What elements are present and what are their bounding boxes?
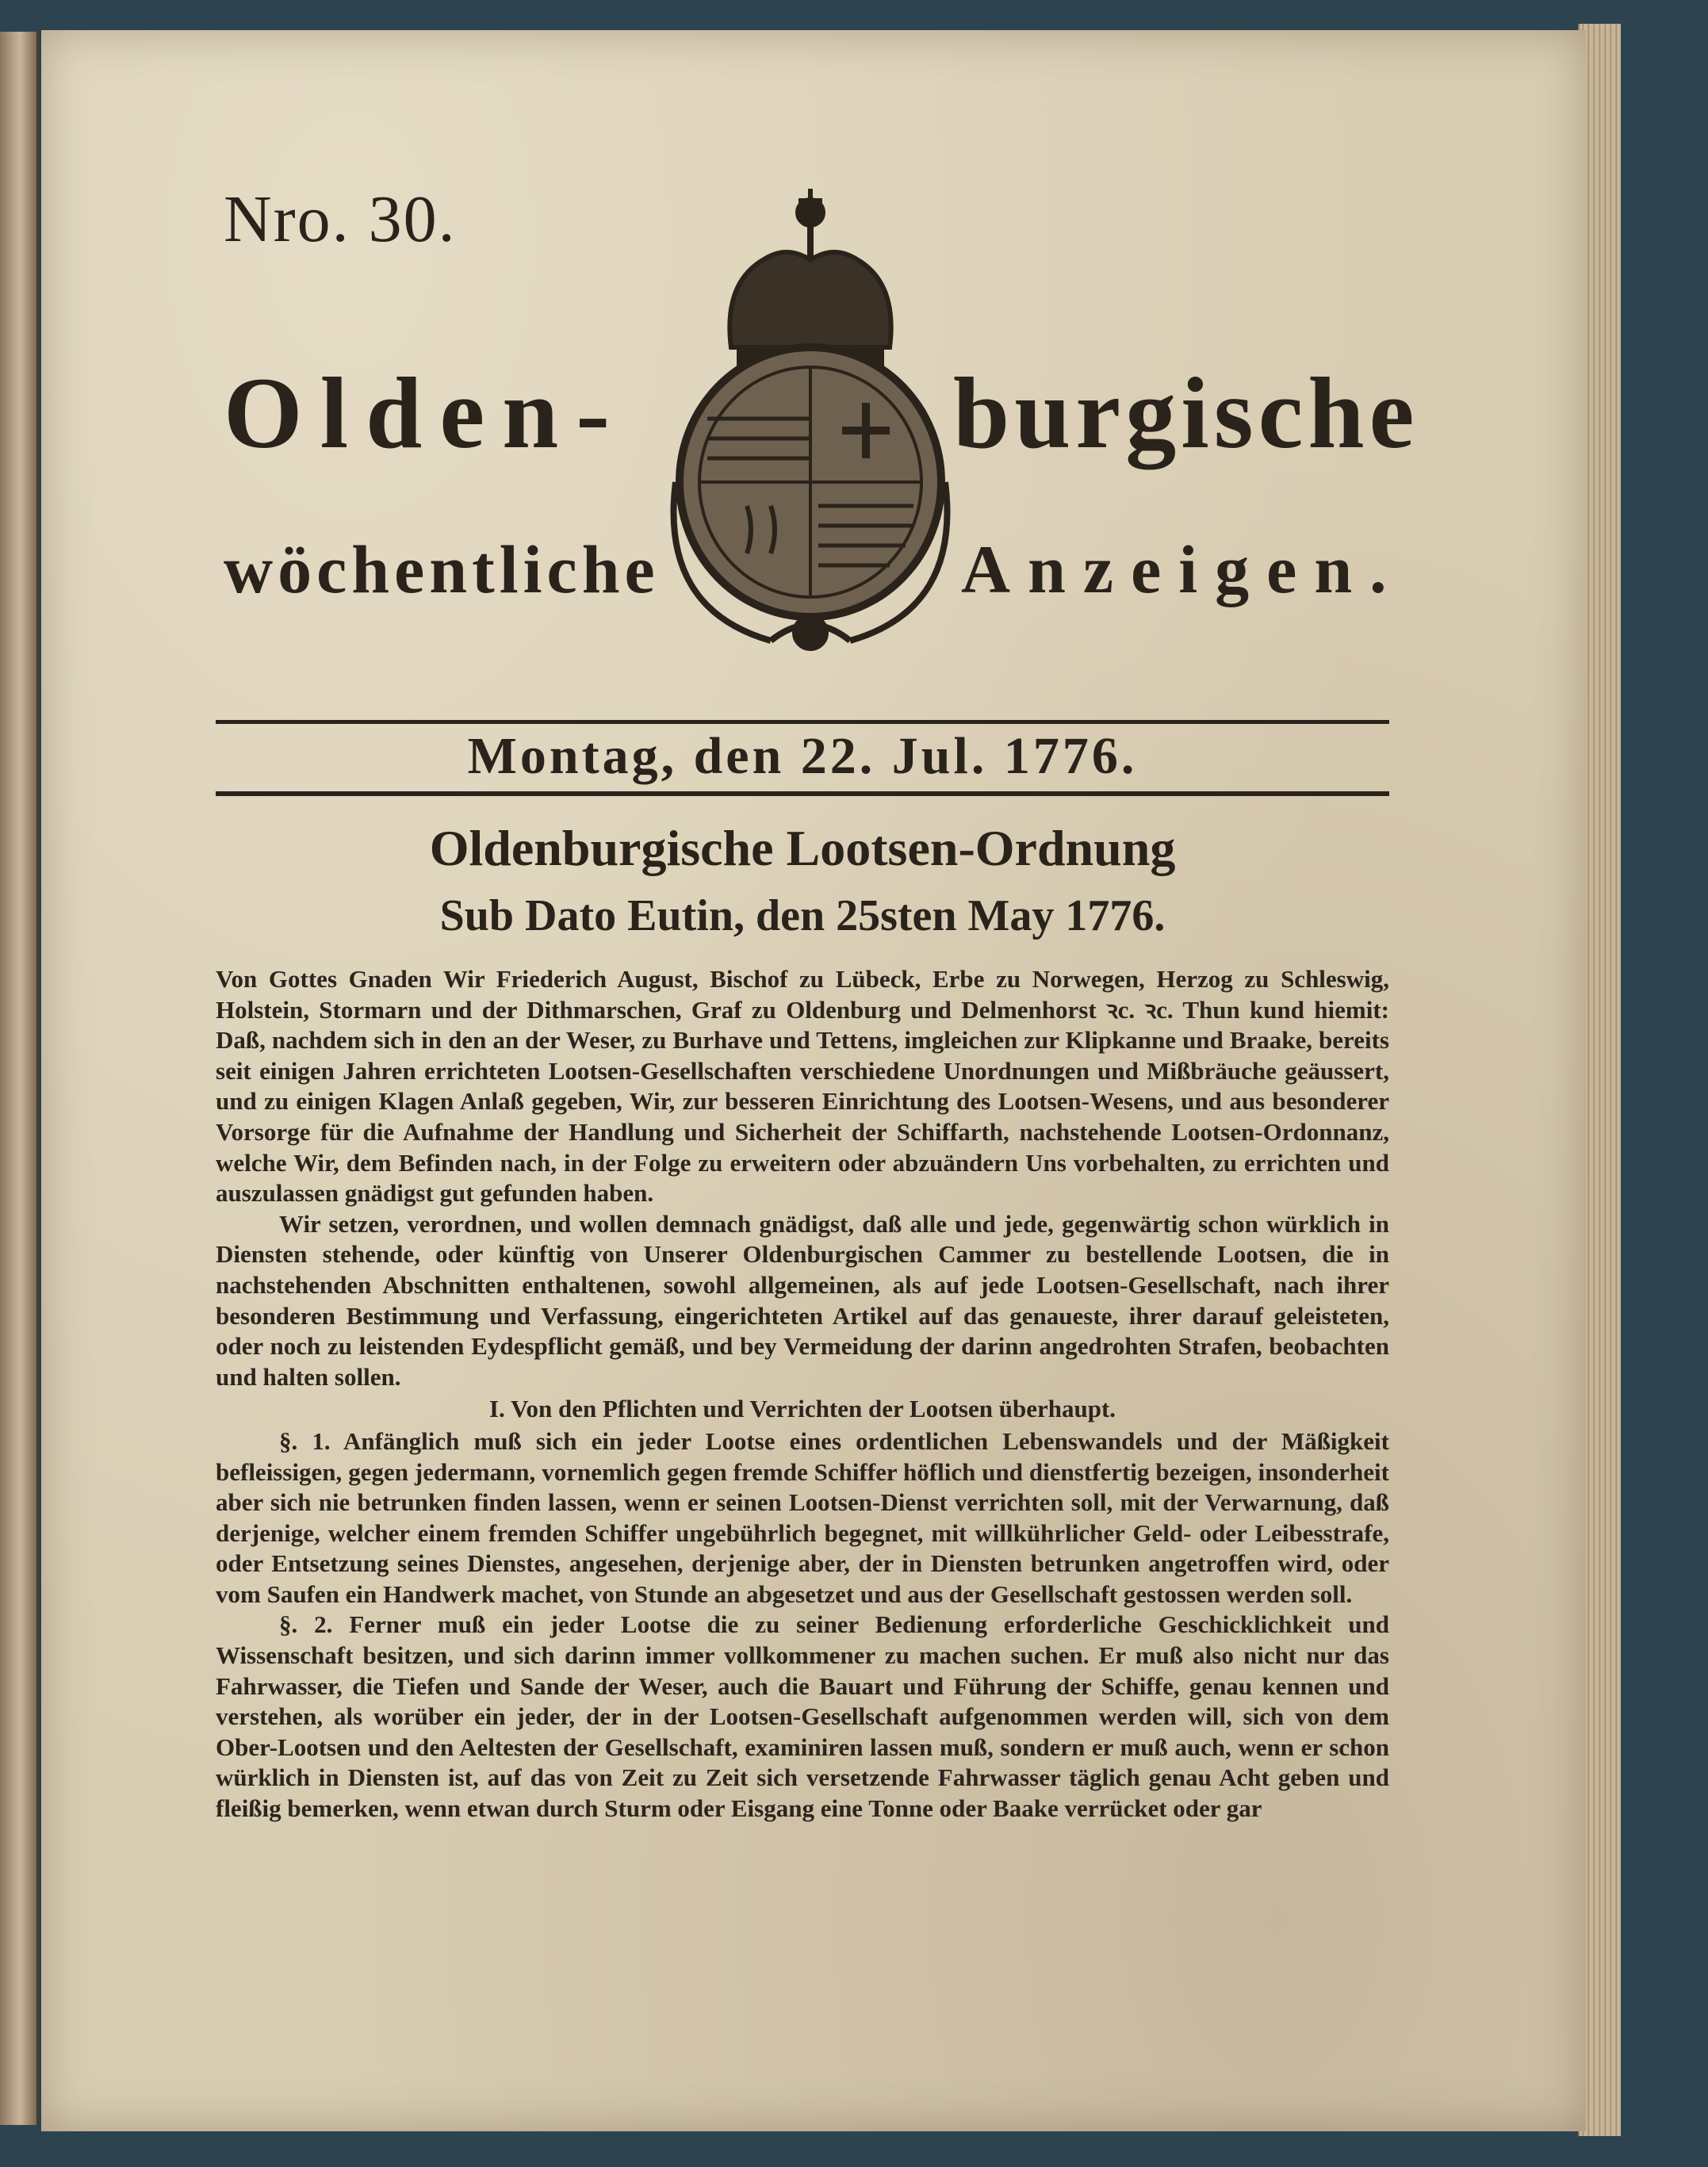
divider-bottom [216, 791, 1389, 796]
section-heading: I. Von den Pflichten und Verrichten der Lootsen überhaupt. [488, 1395, 1116, 1423]
left-page-edge [0, 32, 39, 2125]
dateline: Montag, den 22. Jul. 1776. [467, 727, 1138, 785]
article-body [216, 964, 1389, 1824]
masthead-subtitle-right: Anzeigen. [961, 531, 1404, 607]
divider-top [216, 720, 1389, 724]
paragraph: Von Gottes Gnaden Wir Friederich August, Bischof zu Lübeck, Erbe zu Norwegen, Herzog zu Schleswig, Holstein, Stormarn und der Dithmarschen, Graf zu Oldenburg und Delmenhorst ꝛc. ꝛc. Thun kund hiemit: Daß, nachdem sich in den an der Weser, zu Burhave und Tettens, imgleichen zur Klipkanne und Braake, bereits seit einigen Jahren errichteten Lootsen-Gesellschaften verschiedene Unordnungen und Mißbräuche geäussert, und zu einigen Klagen Anlaß gegeben, Wir, zur besseren Einrichtung des Lootsen-Wesens, und aus besonderer Vorsorge für die Aufnahme der Handlung und Sicherheit der Schiffarth, nachstehende Lootsen-Ordonnanz, welche Wir, dem Befinden nach, in der Folge zu erweitern oder abzuändern Uns vorbehalten, zu errichten und auszulassen gnädigst gut gefunden haben. [216, 965, 1389, 1208]
issue-number: Nro. 30. [224, 182, 457, 256]
ducal-crest-icon [628, 165, 993, 657]
paragraph: §. 1. Anfänglich muß sich ein jeder Lootse eines ordentlichen Lebenswandels und der Mäßigkeit befleissigen, gegen jedermann, vornemlich gegen fremde Schiffer höflich und dienstfertig bezeigen, insonderheit aber sich nie betrunken finden lassen, wenn er seinen Lootsen-Dienst verrichten soll, mit der Verwarnung, daß derjenige, welcher einem fremden Schiffer ungebührlich begegnet, mit willkührlicher Geld- oder Leibesstrafe, oder Entsetzung seines Dienstes, angesehen, derjenige aber, der in Diensten betrunken angetroffen wird, oder vom Saufen ein Handwerk machet, von Stunde an abgesetzet und aus der Gesellschaft gestossen werden soll. [216, 1426, 1389, 1608]
article-subheading: Sub Dato Eutin, den 25sten May 1776. [439, 891, 1166, 940]
paragraph: Wir setzen, verordnen, und wollen demnach gnädigst, daß alle und jede, gegenwärtig schon würklich in Diensten stehende, oder künftig von Unserer Oldenburgischen Cammer zu bestellende Lootsen, die in nachstehenden Abschnitten enthaltenen, sowohl allgemeinen, als auf jede Lootsen-Gesellschaft, nach ihrer besonderen Bestimmung und Verfassung, eingerichteten Artikel auf das genaueste, ihrer darauf geleisteten, oder noch zu leistenden Eydespflicht gemäß, und bey Vermeidung der darinn angedrohten Strafen, beobachten und halten sollen. [216, 1209, 1389, 1391]
paragraph: §. 2. Ferner muß ein jeder Lootse die zu seiner Bedienung erforderliche Geschicklichkeit und Wissenschaft besitzen, und sich darinn immer vollkommener zu machen suchen. Er muß also nicht nur das Fahrwasser, die Tiefen und Sande der Weser, auch die Bauart und Führung der Schiffe, genau kennen und verstehen, als worüber ein jeder, der in der Lootsen-Gesellschaft aufgenommen werden will, sich von dem Ober-Lootsen und den Aeltesten der Gesellschaft, examiniren lassen muß, sondern er muß auch, wenn er schon würklich in Diensten ist, auf das von Zeit zu Zeit sich versetzende Fahrwasser täglich genau Acht geben und fleißig bemerken, wenn etwan durch Sturm oder Eisgang eine Tonne oder Baake verrücket oder gar [216, 1610, 1389, 1823]
newspaper-page [41, 30, 1586, 2131]
masthead-subtitle-left: wöchentliche [224, 531, 660, 607]
article-heading: Oldenburgische Lootsen-Ordnung [429, 820, 1176, 876]
masthead-title-right: burgische [953, 357, 1419, 469]
masthead-title-left: Olden- [224, 357, 627, 469]
